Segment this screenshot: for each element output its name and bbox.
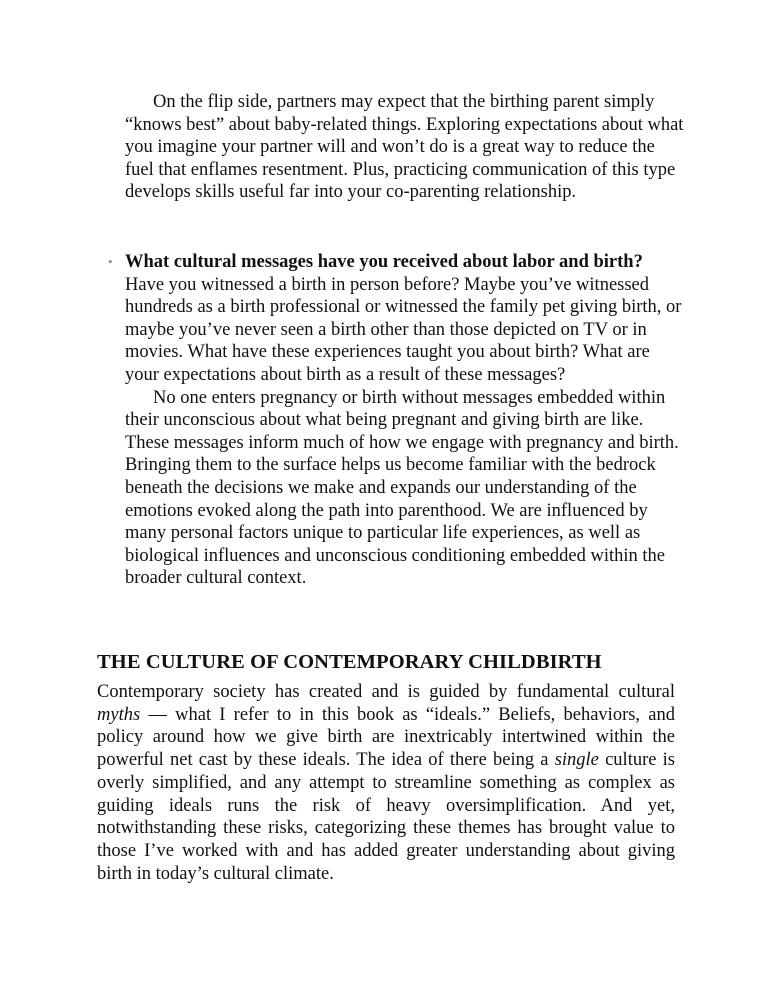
body-text-3: culture is overly simplified, and any attempt to streamline something as complex as guiding ideals runs the risk of heavy oversimplification. And yet, notwithstanding these risks, categorizing these themes has brought value to those I’ve worked with and has added greater understanding about giving birth in today’s cultural climate.	[97, 750, 675, 884]
body-emphasis-myths: myths	[97, 704, 141, 725]
section-body-paragraph	[97, 681, 675, 885]
bullet-intro: Have you witnessed a birth in person before? Maybe you’ve witnessed hundreds as a birth professional or witnessed the family pet giving birth, or maybe you’ve never seen a birth other than those depicted on TV or in movies. What have these experiences taught you about birth? What are your expectations about birth as a result of these messages?	[125, 274, 682, 385]
body-text-1: Contemporary society has created and is guided by fundamental cultural	[97, 682, 675, 702]
body-text-2: — what I refer to in this book as “ideals.” Beliefs, behaviors, and policy around how we give birth are inextricably intertwined within the powerful net cast by these ideals. The idea of there being a	[97, 704, 675, 771]
bullet-marker: •	[108, 254, 113, 269]
section-heading: THE CULTURE OF CONTEMPORARY CHILDBIRTH	[97, 651, 602, 673]
flip-side-paragraph: On the flip side, partners may expect that the birthing parent simply “knows best” about baby-related things. Exploring expectations about what you imagine your partner will and won’t do is a great way to reduce the fuel that enflames resentment. Plus, practicing communication of this type develops skills useful far into your co-parenting relationship.	[125, 92, 684, 203]
bullet-paragraph: No one enters pregnancy or birth without messages embedded within their unconscious about what being pregnant and giving birth are like. These messages inform much of how we engage with pregnancy and birth. Bringing them to the surface helps us become familiar with the bedrock beneath the decisions we make and expands our understanding of the emotions evoked along the path into parenthood. We are influenced by many personal factors unique to particular life experiences, as well as biological influences and unconscious conditioning embedded within the broader cultural context.	[125, 387, 679, 589]
body-emphasis-single: single	[554, 750, 599, 771]
bullet-question: What cultural messages have you received about labor and birth?	[125, 252, 643, 272]
flip-side-section	[125, 91, 685, 204]
bullet-text	[125, 251, 685, 387]
cultural-messages-bullet	[125, 251, 685, 590]
